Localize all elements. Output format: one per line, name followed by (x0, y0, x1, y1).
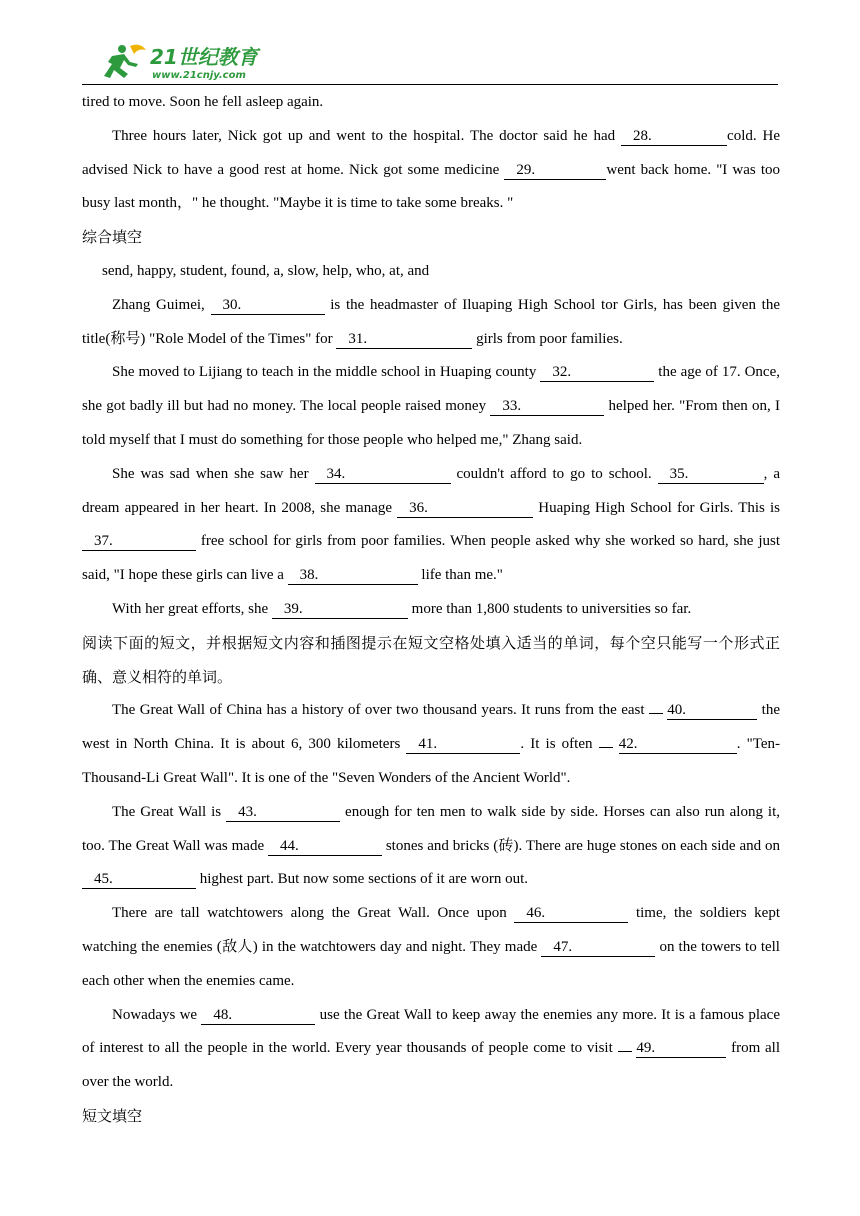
blank-39[interactable]: 39. (272, 601, 408, 619)
blank-41[interactable]: 41. (406, 736, 520, 754)
blank-30[interactable]: 30. (211, 297, 325, 315)
instructions: 阅读下面的短文，并根据短文内容和插图提示在短文空格处填入适当的单词，每个空只能写一个形式正确、意义相符的单词。 (82, 633, 780, 686)
section-title: 短文填空 (82, 1106, 143, 1125)
header-rule (82, 84, 778, 85)
blank-47[interactable]: 47. (541, 939, 655, 957)
blank-29[interactable]: 29. (504, 162, 606, 180)
section-title: 综合填空 (82, 228, 143, 247)
blank-45[interactable]: 45. (82, 871, 196, 889)
blank-36[interactable]: 36. (397, 500, 533, 518)
paragraph: Nowadays we 48. use the Great Wall to keep away the enemies any more. It is a famous place of interest to all the people in the world. Every year thousands of people come to visit 49. from all over the world. (82, 1006, 781, 1091)
paragraph: She moved to Lijiang to teach in the middle school in Huaping county 32. the age of 17. Once, she got badly ill but had no money. The local people raised money 33. helped her. "From then on, I told myself that I must do something for those people who helped me," Zhang said. (82, 364, 780, 448)
blank-42-stub (599, 747, 613, 748)
blank-49[interactable]: 49. (636, 1040, 726, 1058)
blank-42[interactable]: 42. (619, 736, 737, 754)
blank-49-stub (618, 1051, 632, 1052)
blank-37[interactable]: 37. (82, 533, 196, 551)
blank-35[interactable]: 35. (658, 466, 764, 484)
blank-44[interactable]: 44. (268, 838, 382, 856)
blank-31[interactable]: 31. (336, 331, 472, 349)
logo (100, 40, 270, 84)
blank-40-stub (649, 713, 663, 714)
blank-48[interactable]: 48. (201, 1007, 315, 1025)
paragraph: Three hours later, Nick got up and went to the hospital. The doctor said he had 28. cold. He advised Nick to have a good rest at home. Nick got some medicine 29. went back home. "I was too busy last month，" he thought. "Maybe it is time to take some breaks. " (82, 127, 780, 212)
runner-icon (104, 45, 146, 78)
paragraph: Zhang Guimei, 30. is the headmaster of Iluaping High School tor Girls, has been given the title(称号) "Role Model of the Times" for 31. girls from poor families. (82, 296, 780, 347)
blank-34[interactable]: 34. (315, 466, 451, 484)
paragraph: tired to move. Soon he fell asleep again. (82, 94, 324, 110)
word-bank: send, happy, student, found, a, slow, help, who, at, and (102, 262, 430, 279)
paragraph: The Great Wall is 43. enough for ten men to walk side by side. Horses can also run along it, too. The Great Wall was made 44. stones and bricks (砖). There are huge stones on each side and on 45. highest part. But now some sections of it are worn out. (82, 803, 780, 888)
logo-sub-text: www.21cnjy.com (152, 70, 246, 81)
blank-43[interactable]: 43. (226, 804, 340, 822)
blank-33[interactable]: 33. (490, 398, 604, 416)
paragraph: There are tall watchtowers along the Great Wall. Once upon 46. time, the soldiers kept watching the enemies (敌人) in the watchtowers day and night. They made 47. on the towers to tell each other when the enemies came. (82, 905, 780, 989)
paragraph: With her great efforts, she 39. more than 1,800 students to universities so far. (112, 600, 692, 617)
blank-46[interactable]: 46. (514, 905, 628, 923)
document-body (82, 86, 780, 1134)
blank-28[interactable]: 28. (621, 128, 727, 146)
paragraph: The Great Wall of China has a history of over two thousand years. It runs from the east 40. the west in North China. It is about 6, 300 kilometers 41. . It is often 42. . "Ten-Thousand-Li Great Wall". It is one of the "Seven Wonders of the Ancient World". (82, 702, 781, 786)
blank-38[interactable]: 38. (288, 567, 418, 585)
blank-40[interactable]: 40. (667, 702, 757, 720)
logo-main-text: 21世纪教育 (150, 45, 258, 69)
page-header (82, 40, 778, 86)
blank-32[interactable]: 32. (540, 364, 654, 382)
paragraph: She was sad when she saw her 34. couldn't afford to go to school. 35. , a dream appeared in her heart. In 2008, she manage 36. Huaping High School for Girls. This is 37. free school for girls from poor families. When people asked why she worked so hard, she just said, "I hope these girls can live a 38. life than me." (82, 465, 780, 584)
